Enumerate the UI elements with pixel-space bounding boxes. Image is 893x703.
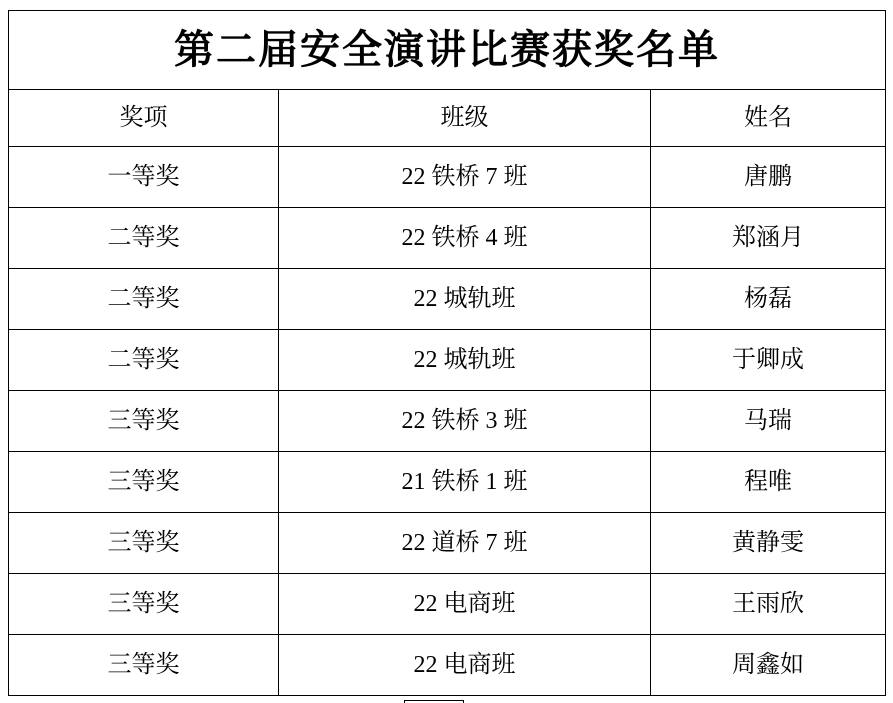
cell-class-text: 22 城轨班: [413, 346, 516, 373]
table-row: [9, 269, 886, 330]
column-header-award-text: 奖项: [119, 104, 168, 131]
cell-award: [9, 391, 279, 452]
cell-name-text: 黄静雯: [732, 529, 804, 556]
cell-name: [651, 635, 886, 696]
table-row: [9, 330, 886, 391]
cell-name-text: 杨磊: [744, 285, 792, 312]
cell-award-text: 三等奖: [107, 590, 180, 617]
cell-name-text: 马瑞: [744, 407, 792, 434]
cell-award-text: 三等奖: [107, 407, 180, 434]
cell-class: [279, 635, 651, 696]
column-header-class-text: 班级: [440, 104, 489, 131]
cell-award-text: 二等奖: [107, 224, 180, 251]
table-row: [9, 452, 886, 513]
cell-award: [9, 269, 279, 330]
table-header-row: [9, 90, 886, 147]
document-title: [9, 11, 886, 90]
cell-name: [651, 513, 886, 574]
cell-name: [651, 391, 886, 452]
column-header-name-text: 姓名: [744, 104, 792, 131]
cell-award-text: 三等奖: [107, 529, 180, 556]
cell-name-text: 王雨欣: [732, 590, 804, 617]
table-row: [9, 635, 886, 696]
cell-name: [651, 208, 886, 269]
cell-award-text: 一等奖: [107, 163, 180, 190]
cell-award: [9, 574, 279, 635]
cell-award-text: 三等奖: [107, 651, 180, 678]
cell-class-text: 22 城轨班: [413, 285, 516, 312]
cell-class: [279, 452, 651, 513]
table-row: [9, 208, 886, 269]
table-title-row: [9, 11, 886, 90]
cell-name-text: 周鑫如: [732, 651, 804, 678]
cell-class-text: 22 铁桥 3 班: [401, 407, 528, 434]
cell-class: [279, 391, 651, 452]
cell-class: [279, 147, 651, 208]
cell-class: [279, 208, 651, 269]
cell-class: [279, 330, 651, 391]
table-row: [9, 513, 886, 574]
cell-class-text: 22 电商班: [413, 651, 516, 678]
cell-award: [9, 513, 279, 574]
award-list-table: [8, 10, 886, 696]
cell-class: [279, 269, 651, 330]
cell-name-text: 程唯: [744, 468, 792, 495]
cell-award: [9, 208, 279, 269]
column-header-award: [9, 90, 279, 147]
cell-award-text: 三等奖: [107, 468, 180, 495]
cell-name-text: 郑涵月: [732, 224, 804, 251]
table-row: [9, 574, 886, 635]
table-row: [9, 147, 886, 208]
cell-class-text: 22 电商班: [413, 590, 516, 617]
cell-class-text: 21 铁桥 1 班: [401, 468, 528, 495]
cell-award: [9, 635, 279, 696]
column-header-name: [651, 90, 886, 147]
cell-name: [651, 269, 886, 330]
cell-class-text: 22 铁桥 4 班: [401, 224, 528, 251]
document-title-text: 第二届安全演讲比赛获奖名单: [174, 27, 720, 72]
cell-name-text: 唐鹏: [744, 163, 792, 190]
cell-class-text: 22 铁桥 7 班: [401, 163, 528, 190]
cell-award: [9, 330, 279, 391]
table-row: [9, 391, 886, 452]
cell-class: [279, 574, 651, 635]
cell-award-text: 二等奖: [107, 285, 180, 312]
cell-name: [651, 147, 886, 208]
cell-name: [651, 452, 886, 513]
cell-award-text: 二等奖: [107, 346, 180, 373]
column-header-class: [279, 90, 651, 147]
cell-award: [9, 452, 279, 513]
cell-class: [279, 513, 651, 574]
cell-award: [9, 147, 279, 208]
cell-name-text: 于卿成: [732, 346, 804, 373]
cell-name: [651, 574, 886, 635]
cell-class-text: 22 道桥 7 班: [401, 529, 528, 556]
cell-name: [651, 330, 886, 391]
